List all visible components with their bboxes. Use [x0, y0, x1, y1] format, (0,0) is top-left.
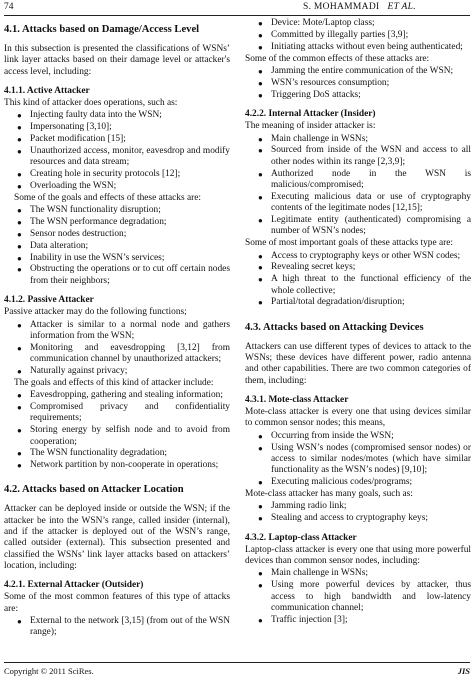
- list-item: [4, 181, 230, 192]
- bullet-icon: ●: [258, 90, 263, 100]
- list-item-text: Occurring from inside the WSN;: [271, 430, 394, 441]
- list-item: [4, 402, 230, 425]
- bullet-icon: ●: [258, 134, 263, 144]
- paragraph: Attackers can use different types of devices to attack to the WSNs; these devices have different power, radio antenna and other capabilities. There are two common categories of them, including:: [245, 341, 471, 386]
- list-item: [245, 134, 471, 145]
- paragraph: This kind of attacker does operations, such as:: [4, 98, 178, 109]
- list-item-text: Inability in use the WSN’s services;: [30, 252, 165, 263]
- bullet-icon: ●: [17, 426, 22, 436]
- paragraph: Some of the common effects of these attacks are:: [245, 53, 430, 64]
- list-item-text: Impersonating [3,10];: [30, 122, 112, 133]
- list-item: [4, 425, 230, 448]
- list-item-text: The WSN performance degradation;: [30, 217, 167, 228]
- list-item-text: Naturally against privacy;: [30, 365, 128, 376]
- bullet-icon: ●: [258, 275, 263, 285]
- list-item: [245, 30, 471, 41]
- right-column: [245, 18, 471, 658]
- copyright: Copyright © 2011 SciRes.: [4, 666, 94, 676]
- list-item: [4, 264, 230, 287]
- list-item: [4, 320, 230, 343]
- paragraph: The meaning of insider attacker is:: [245, 121, 376, 132]
- list-item-text: Injecting faulty data into the WSN;: [30, 110, 162, 121]
- list-item: [4, 169, 230, 180]
- list-item: [245, 251, 471, 262]
- list-item-text: The WSN functionality disruption;: [30, 205, 161, 216]
- subsection-heading-4-1-1: 4.1.1. Active Attacker: [4, 85, 90, 96]
- bullet-icon: ●: [258, 78, 263, 88]
- list-item: [4, 616, 230, 639]
- journal-abbrev: JIS: [457, 666, 470, 676]
- section-heading-4-2: 4.2. Attacks based on Attacker Location: [4, 484, 184, 496]
- list-item-text: Data alteration;: [30, 240, 89, 251]
- running-head: [0, 2, 474, 16]
- bullet-list: [245, 251, 471, 309]
- left-column: [4, 18, 230, 658]
- bullet-list: [4, 205, 230, 287]
- list-item-text: Jamming the entire communication of the WSN;: [271, 66, 454, 77]
- list-item: [245, 192, 471, 215]
- list-item-text: Overloading the WSN;: [30, 180, 117, 191]
- bullet-icon: ●: [17, 617, 22, 627]
- paragraph: Mote-class attacker has many goals, such as:: [245, 489, 413, 500]
- list-item: [245, 580, 471, 614]
- bullet-icon: ●: [258, 581, 263, 591]
- bullet-icon: ●: [258, 298, 263, 308]
- bullet-icon: ●: [258, 67, 263, 77]
- list-item-text: Compromised privacy and confidentiality requirements;: [30, 402, 230, 424]
- list-item-text: Executing malicious data or use of cryptography contents of the legitimate nodes [12,15];: [271, 191, 471, 213]
- list-item: [245, 262, 471, 273]
- bullet-icon: ●: [17, 265, 22, 275]
- bullet-list: [4, 616, 230, 639]
- paragraph: The goals and effects of this kind of attacker include:: [14, 378, 214, 389]
- section-heading-4-1: 4.1. Attacks based on Damage/Access Level: [4, 24, 200, 35]
- list-item: [4, 390, 230, 401]
- bullet-icon: ●: [258, 477, 263, 487]
- bullet-icon: ●: [17, 449, 22, 459]
- list-item-text: Packet modification [15];: [30, 134, 126, 145]
- bullet-list: [4, 320, 230, 377]
- bullet-icon: ●: [258, 443, 263, 453]
- list-item: [245, 42, 471, 53]
- paragraph: Mote-class attacker is every one that using devices similar to common sensor nodes; this means,: [245, 407, 471, 429]
- bullet-icon: ●: [258, 251, 263, 261]
- list-item-text: Access to cryptography keys or other WSN codes;: [271, 250, 461, 261]
- paragraph: Laptop-class attacker is every one that using more powerful devices than common sensor nodes, including:: [245, 544, 471, 567]
- bullet-icon: ●: [258, 169, 263, 179]
- list-item-text: External to the network [3,15] (from out of the WSN range);: [30, 616, 230, 638]
- paragraph: Some of the most common features of this type of attacks are:: [4, 592, 230, 614]
- bullet-icon: ●: [258, 30, 263, 40]
- list-item-text: The WSN functionality degradation;: [30, 448, 168, 459]
- list-item-text: Creating hole in security protocols [12];: [30, 168, 181, 179]
- header-rule: [4, 15, 470, 16]
- bullet-icon: ●: [258, 19, 263, 28]
- bullet-list: [4, 110, 230, 192]
- list-item: [245, 297, 471, 308]
- bullet-icon: ●: [258, 146, 263, 156]
- list-item: [245, 169, 471, 192]
- paragraph: Some of the goals and effects of these attacks are:: [14, 193, 201, 204]
- bullet-icon: ●: [258, 431, 263, 441]
- subsection-heading-4-3-1: 4.3.1. Mote-class Attacker: [245, 394, 349, 405]
- list-item: [245, 615, 471, 626]
- list-item: [4, 366, 230, 377]
- bullet-list: [245, 568, 471, 625]
- paragraph: In this subsection is presented the classifications of WSNs’ link layer attacks based on their damage level or attacker's access level, including:: [4, 44, 230, 77]
- list-item-text: Authorized node in the WSN is malicious/compromised;: [271, 168, 471, 190]
- subsection-heading-4-3-2: 4.3.2. Laptop-class Attacker: [245, 532, 357, 543]
- bullet-icon: ●: [17, 366, 22, 376]
- list-item-text: Partial/total degradation/disruption;: [271, 297, 405, 308]
- bullet-icon: ●: [17, 241, 22, 251]
- list-item-text: Committed by illegally parties [3,9];: [271, 29, 409, 40]
- list-item-text: Main challenge in WSNs;: [271, 133, 368, 144]
- bullet-icon: ●: [258, 514, 263, 524]
- list-item-text: Main challenge in WSNs;: [271, 568, 368, 579]
- bullet-icon: ●: [17, 253, 22, 263]
- list-item-text: Device: Mote/Laptop class;: [271, 18, 375, 28]
- running-head-authors: [303, 2, 416, 12]
- list-item: [245, 18, 471, 29]
- footer: [0, 664, 474, 678]
- list-item: [245, 501, 471, 512]
- list-item-text: Using more powerful devices by attacker, thus access to high bandwidth and low-latency communication channel;: [271, 580, 471, 613]
- bullet-icon: ●: [17, 146, 22, 156]
- list-item: [245, 274, 471, 297]
- list-item: [245, 90, 471, 101]
- list-item-text: Revealing secret keys;: [271, 262, 356, 273]
- bullet-icon: ●: [17, 343, 22, 353]
- list-item-text: A high threat to the functional efficiency of the whole collective;: [271, 274, 471, 296]
- list-item: [245, 78, 471, 89]
- bullet-icon: ●: [17, 169, 22, 179]
- bullet-icon: ●: [17, 218, 22, 228]
- list-item: [245, 443, 471, 477]
- list-item-text: Traffic injection [3];: [271, 614, 348, 625]
- list-item: [4, 134, 230, 145]
- bullet-icon: ●: [17, 111, 22, 121]
- bullet-icon: ●: [17, 206, 22, 216]
- list-item: [4, 122, 230, 133]
- list-item-text: Attacker is similar to a normal node and gathers information from the WSN;: [30, 319, 230, 341]
- list-item-text: Obstructing the operations or to cut off certain nodes from their neighbors;: [30, 264, 230, 286]
- list-item-text: Network partition by non-cooperate in operations;: [30, 460, 219, 471]
- bullet-icon: ●: [258, 569, 263, 579]
- paragraph: Attacker can be deployed inside or outside the WSN; if the attacker be into the WSN’s range, called insider (internal), and if the attacker is deployed out of the WSN’s range, called outsider (external). This subsection presented and classified the WSNs’ link layer attacks based on attackers’ location, including:: [4, 504, 230, 571]
- list-item-text: Monitoring and eavesdropping [3,12] from communication channel by unauthorized attackers;: [30, 342, 230, 364]
- list-item: [4, 460, 230, 471]
- bullet-icon: ●: [17, 135, 22, 145]
- bullet-list: [245, 501, 471, 524]
- list-item: [245, 66, 471, 77]
- list-item: [4, 217, 230, 228]
- list-item: [4, 448, 230, 459]
- list-item: [245, 145, 471, 168]
- bullet-list: [245, 134, 471, 238]
- list-item: [245, 431, 471, 442]
- list-item: [245, 568, 471, 579]
- bullet-icon: ●: [258, 215, 263, 225]
- subsection-heading-4-2-1: 4.2.1. External Attacker (Outsider): [4, 580, 144, 591]
- bullet-icon: ●: [17, 403, 22, 413]
- list-item-text: Legitimate entity (authenticated) compromising a number of WSN’s nodes;: [271, 214, 471, 237]
- list-item-text: Storing energy by selfish node and to avoid from cooperation;: [30, 425, 230, 447]
- et-al: ET AL.: [387, 2, 416, 12]
- footer-rule: [4, 662, 470, 663]
- subsection-heading-4-1-2: 4.1.2. Passive Attacker: [4, 294, 94, 305]
- author-name: S. MOHAMMADI: [303, 2, 380, 12]
- list-item-text: Sensor nodes destruction;: [30, 228, 127, 239]
- list-item-text: Sourced from inside of the WSN and access to all other nodes within its range [2,3,9];: [271, 145, 471, 167]
- bullet-list: [4, 390, 230, 471]
- list-item-text: Unauthorized access, monitor, eavesdrop and modify resources and data stream;: [30, 145, 230, 168]
- list-item-text: Initiating attacks without even being authenticated;: [271, 41, 463, 52]
- list-item-text: Jamming radio link;: [271, 501, 347, 512]
- bullet-icon: ●: [17, 229, 22, 239]
- paragraph: Some of most important goals of these attacks type are:: [245, 238, 454, 249]
- list-item-text: Triggering DoS attacks;: [271, 89, 361, 100]
- list-item: [4, 205, 230, 216]
- bullet-icon: ●: [258, 502, 263, 512]
- list-item: [4, 241, 230, 252]
- page-number: 74: [4, 2, 14, 12]
- list-item-text: Eavesdropping, gathering and stealing information;: [30, 390, 223, 401]
- list-item-text: Executing malicious codes/programs;: [271, 476, 413, 487]
- bullet-list: [245, 66, 471, 101]
- list-item: [245, 513, 471, 524]
- list-item: [4, 229, 230, 240]
- list-item: [245, 215, 471, 238]
- bullet-icon: ●: [17, 320, 22, 330]
- bullet-list: [245, 431, 471, 488]
- list-item: [4, 110, 230, 121]
- list-item-text: WSN’s resources consumption;: [271, 77, 390, 88]
- bullet-icon: ●: [17, 391, 22, 401]
- list-item: [4, 343, 230, 366]
- bullet-icon: ●: [258, 615, 263, 625]
- paragraph: Passive attacker may do the following functions;: [4, 307, 187, 318]
- list-item: [245, 477, 471, 488]
- list-item: [4, 146, 230, 169]
- bullet-icon: ●: [258, 42, 263, 52]
- bullet-icon: ●: [258, 192, 263, 202]
- bullet-icon: ●: [17, 181, 22, 191]
- section-heading-4-3: 4.3. Attacks based on Attacking Devices: [245, 321, 424, 333]
- list-item: [4, 253, 230, 264]
- bullet-icon: ●: [17, 461, 22, 471]
- list-item-text: Using WSN’s nodes (compromised sensor nodes) or access to similar nodes/motes (which have similar functionality as the WSN’s nodes) [9,10];: [271, 442, 471, 476]
- bullet-icon: ●: [17, 123, 22, 133]
- bullet-icon: ●: [258, 263, 263, 273]
- subsection-heading-4-2-2: 4.2.2. Internal Attacker (Insider): [245, 109, 376, 120]
- list-item-text: Stealing and access to cryptography keys;: [271, 513, 428, 524]
- bullet-list: [245, 18, 471, 53]
